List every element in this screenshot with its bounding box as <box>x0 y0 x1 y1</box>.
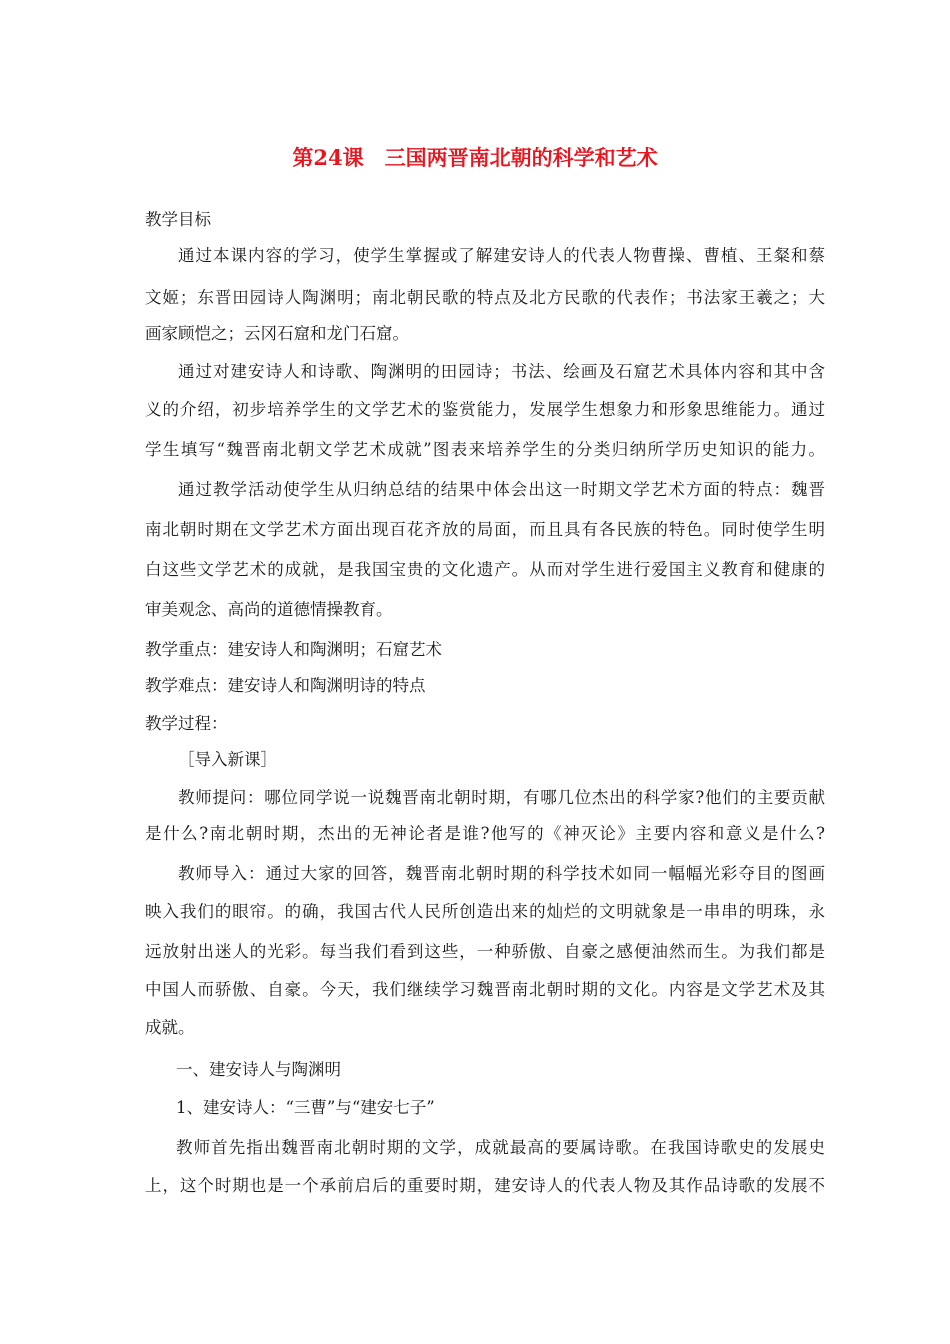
text-line: 文姬；东晋田园诗人陶渊明；南北朝民歌的特点及北方民歌的代表作；书法家王羲之；大 <box>145 288 825 307</box>
text-line: 义的介绍，初步培养学生的文学艺术的鉴赏能力，发展学生想象力和形象思维能力。通过 <box>145 400 825 419</box>
text-line: 映入我们的眼帘。的确，我国古代人民所创造出来的灿烂的文明就象是一串串的明珠，永 <box>145 902 825 921</box>
text-line: 教学过程： <box>145 714 228 733</box>
text-line: 教学重点：建安诗人和陶渊明；石窟艺术 <box>145 640 442 659</box>
text-line: 中国人而骄傲、自豪。今天，我们继续学习魏晋南北朝时期的文化。内容是文学艺术及其 <box>145 980 825 999</box>
text-line: 一、建安诗人与陶渊明 <box>176 1060 341 1079</box>
text-line: 通过本课内容的学习，使学生掌握或了解建安诗人的代表人物曹操、曹植、王粲和蔡 <box>178 246 825 265</box>
text-line: 1、建安诗人：“三曹”与“建安七子” <box>176 1098 435 1117</box>
lesson-title: 第24课 三国两晋南北朝的科学和艺术 <box>292 145 658 170</box>
text-line: 画家顾恺之；云冈石窟和龙门石窟。 <box>145 324 409 343</box>
text-line: 教学难点：建安诗人和陶渊明诗的特点 <box>145 676 426 695</box>
text-line: 教师导入：通过大家的回答，魏晋南北朝时期的科学技术如同一幅幅光彩夺目的图画 <box>178 864 825 883</box>
text-line: 教师提问：哪位同学说一说魏晋南北朝时期，有哪几位杰出的科学家?他们的主要贡献 <box>178 788 825 807</box>
text-line: 审美观念、高尚的道德情操教育。 <box>145 600 393 619</box>
text-line: 教学目标 <box>145 210 211 229</box>
text-line: 学生填写“魏晋南北朝文学艺术成就”图表来培养学生的分类归纳所学历史知识的能力。 <box>145 440 825 459</box>
text-line: 教师首先指出魏晋南北朝时期的文学，成就最高的要属诗歌。在我国诗歌史的发展史 <box>176 1138 825 1157</box>
text-line: 成就。 <box>145 1018 195 1037</box>
text-line: 是什么?南北朝时期，杰出的无神论者是谁?他写的《神灭论》主要内容和意义是什么? <box>145 824 825 843</box>
text-line: 白这些文学艺术的成就，是我国宝贵的文化遗产。从而对学生进行爱国主义教育和健康的 <box>145 560 825 579</box>
text-line: 远放射出迷人的光彩。每当我们看到这些，一种骄傲、自豪之感便油然而生。为我们都是 <box>145 942 825 961</box>
text-line: 通过教学活动使学生从归纳总结的结果中体会出这一时期文学艺术方面的特点：魏晋 <box>178 480 825 499</box>
text-line: ［导入新课］ <box>178 750 277 769</box>
text-line: 上，这个时期也是一个承前启后的重要时期，建安诗人的代表人物及其作品诗歌的发展不 <box>145 1176 825 1195</box>
text-line: 通过对建安诗人和诗歌、陶渊明的田园诗；书法、绘画及石窟艺术具体内容和其中含 <box>178 362 825 381</box>
text-line: 南北朝时期在文学艺术方面出现百花齐放的局面，而且具有各民族的特色。同时使学生明 <box>145 520 825 539</box>
